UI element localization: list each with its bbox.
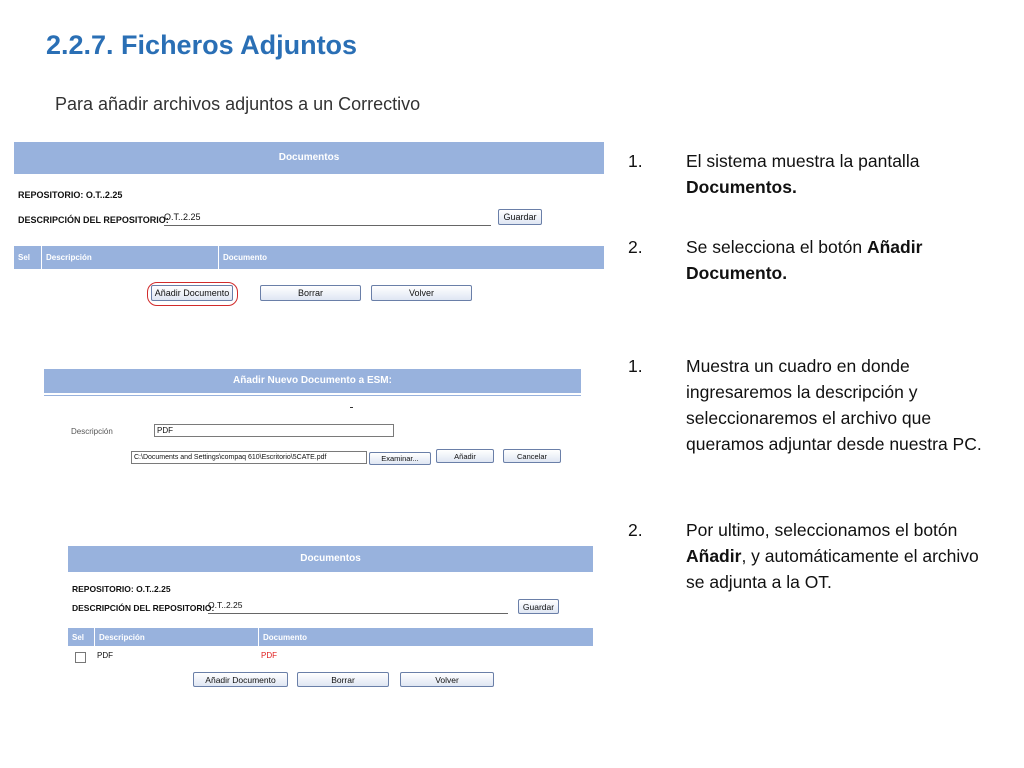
row-descripcion: PDF: [97, 651, 113, 660]
col-descripcion: Descripción: [41, 246, 218, 269]
volver-button[interactable]: Volver: [400, 672, 494, 687]
header-underline: [44, 395, 581, 396]
documentos-panel-2: [68, 546, 593, 691]
descripcion-input[interactable]: PDF: [154, 424, 394, 437]
guardar-button[interactable]: Guardar: [518, 599, 559, 614]
step-text: Muestra un cuadro en donde ingresaremos la descripción y seleccionaremos el archivo que queramos adjuntar desde nuestra PC.: [686, 356, 982, 454]
step-4: [628, 517, 1008, 607]
col-sel: Sel: [68, 628, 94, 646]
page-title: 2.2.7. Ficheros Adjuntos: [46, 30, 358, 60]
descripcion-label: Descripción: [71, 427, 113, 436]
descripcion-repositorio-label: DESCRIPCIÓN DEL REPOSITORIO:: [72, 603, 215, 613]
cursor-mark: [350, 407, 353, 408]
step-3: [628, 353, 1008, 493]
anadir-button[interactable]: Añadir: [436, 449, 494, 463]
anadir-documento-panel: [44, 369, 581, 469]
descripcion-repositorio-input[interactable]: O.T..2.25: [208, 600, 508, 614]
step-1: [628, 148, 1008, 208]
descripcion-repositorio-label: DESCRIPCIÓN DEL REPOSITORIO:: [18, 215, 169, 225]
col-sel: Sel: [14, 246, 41, 269]
cancelar-button[interactable]: Cancelar: [503, 449, 561, 463]
anadir-documento-button[interactable]: Añadir Documento: [151, 285, 233, 301]
descripcion-repositorio-input[interactable]: O.T..2.25: [164, 212, 491, 226]
step-number: 2.: [628, 520, 643, 540]
guardar-button[interactable]: Guardar: [498, 209, 542, 225]
step-text: Por ultimo, seleccionamos el botón Añadir, y automáticamente el archivo se adjunta a la OT.: [686, 520, 979, 592]
borrar-button[interactable]: Borrar: [260, 285, 361, 301]
step-number: 1.: [628, 356, 643, 376]
row-checkbox[interactable]: [75, 652, 86, 663]
page-subtitle: Para añadir archivos adjuntos a un Correctivo: [55, 94, 421, 114]
panel-header: Documentos: [68, 546, 593, 572]
col-documento: Documento: [218, 246, 604, 269]
repositorio-label: REPOSITORIO: O.T..2.25: [72, 584, 171, 594]
col-documento: Documento: [258, 628, 593, 646]
documentos-panel-1: [14, 142, 604, 307]
volver-button[interactable]: Volver: [371, 285, 472, 301]
panel-header: Documentos: [14, 142, 604, 174]
step-text: Se selecciona el botón Añadir Documento.: [686, 237, 923, 283]
repositorio-label: REPOSITORIO: O.T..2.25: [18, 190, 123, 200]
col-descripcion: Descripción: [94, 628, 258, 646]
step-2: [628, 234, 1008, 294]
step-text: El sistema muestra la pantalla Documentos.: [686, 151, 920, 197]
panel-header: Añadir Nuevo Documento a ESM:: [44, 369, 581, 393]
anadir-documento-button[interactable]: Añadir Documento: [193, 672, 288, 687]
step-number: 1.: [628, 151, 643, 171]
borrar-button[interactable]: Borrar: [297, 672, 389, 687]
file-path-input[interactable]: C:\Documents and Settings\compaq 610\Escritorio\5CATE.pdf: [131, 451, 367, 464]
step-number: 2.: [628, 237, 643, 257]
row-documento-link[interactable]: PDF: [261, 651, 277, 660]
examinar-button[interactable]: Examinar...: [369, 452, 431, 465]
